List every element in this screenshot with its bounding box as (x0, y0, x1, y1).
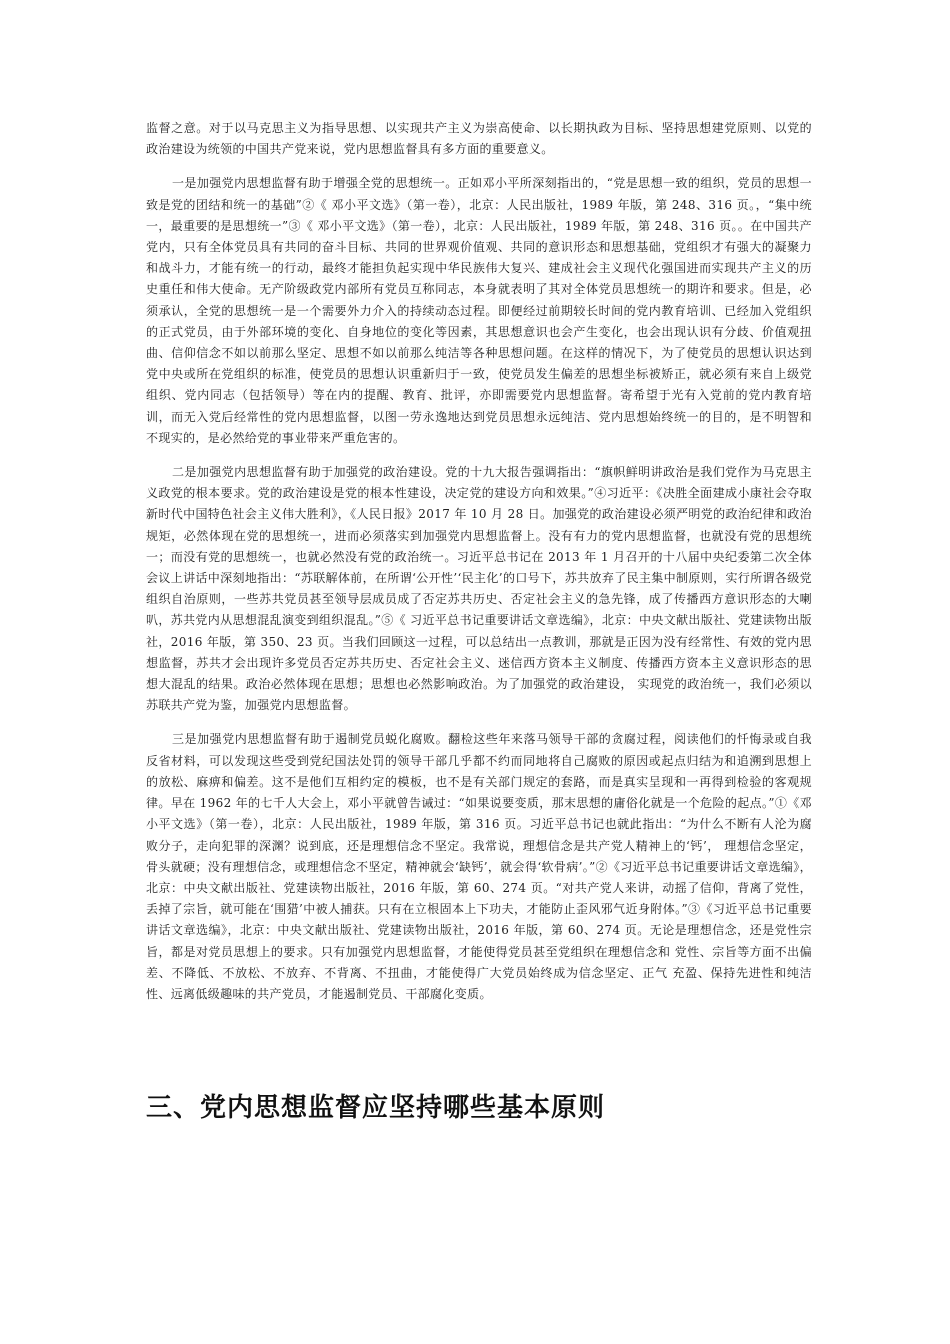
section-heading: 三、党内思想监督应坚持哪些基本原则 (146, 1093, 606, 1123)
paragraph-curb-corruption: 三是加强党内思想监督有助于遏制党员蜕化腐败。翻检这些年来落马领导干部的贪腐过程，阅读他们的忏悔录或自我反省材料，可以发现这些受到党纪国法处罚的领导干部几乎都不约而同地将自己腐败的原因或起点归结为和追溯到思想上的放松、麻痹和偏差。这不是他们互相约定的模板，也不是有关部门规定的套路，而是真实呈现和一再得到检验的客观规律。早在 1962 年的七千人大会上，邓小平就曾告诫过：“如果说要变质，那末思想的庸俗化就是一个危险的起点。”①《邓小平文选》（第一卷），北京：人民出版社，1989 年版，第 316 页。习近平总书记也就此指出：“为什么不断有人沦为腐败分子，走向犯罪的深渊？说到底，还是理想信念不坚定。我常说，理想信念是共产党人精神上的‘钙’， 理想信念坚定，骨头就硬；没有理想信念，或理想信念不坚定，精神就会‘缺钙’，就会得‘软骨病’。”②《习近平总书记重要讲话文章选编》，北京：中央文献出版社、党建读物出版社，2016 年版，第 60、274 页。“对共产党人来讲，动摇了信仰，背离了党性，丢掉了宗旨，就可能在‘围猎’中被人捕获。只有在立根固本上下功夫，才能防止歪风邪气近身附体。”③《习近平总书记重要讲话文章选编》，北京：中央文献出版社、党建读物出版社，2016 年版，第 60、274 页。无论是理想信念，还是党性宗旨，都是对党员思想上的要求。只有加强党内思想监督，才能使得党员甚至党组织在理想信念和 党性、宗旨等方面不出偏差、不降低、不放松、不放弃、不背离、不扭曲，才能使得广大党员始终成为信念坚定、正气 充盈、保持先进性和纯洁性、远离低级趣味的共产党员，才能遏制党员、干部腐化变质。 (146, 732, 812, 1001)
body-text (146, 118, 812, 1018)
paragraph-ideological-unity: 一是加强党内思想监督有助于增强全党的思想统一。正如邓小平所深刻指出的，“党是思想一致的组织，党员的思想一致是党的团结和统一的基础”②《 邓小平文选》（第一卷），北京：人民出版社，1989 年版，第 248、316 页。，“集中统一，最重要的是思想统一”③《 邓小平文选》（第一卷），北京：人民出版社，1989 年版，第 248、316 页。。在中国共产党内，只有全体党员具有共同的奋斗目标、共同的世界观价值观、共同的意识形态和思想基础，党组织才有强大的凝聚力和战斗力，才能有统一的行动，最终才能担负起实现中华民族伟大复兴、建成社会主义现代化强国进而实现共产主义的历史重任和伟大使命。无产阶级政党内部所有党员互称同志，本身就表明了其对全体党员思想统一的期许和要求。但是，必须承认，全党的思想统一是一个需要外力介入的持续动态过程。即便经过前期较长时间的党内教育培训、已经加入党组织的正式党员，由于外部环境的变化、自身地位的变化等因素，其思想意识也会产生变化，也会出现认识有分歧、价值观扭曲、信仰信念不如以前那么坚定、思想不如以前那么纯洁等各种思想问题。在这样的情况下，为了使党员的思想认识达到党中央或所在党组织的标准，使党员的思想认识重新归于一致，使党员发生偏差的思想坐标被矫正，就必须有来自上级党组织、党内同志（包括领导）等在内的提醒、教育、批评，亦即需要党内思想监督。寄希望于光有入党前的党内教育培训，而无入党后经常性的党内思想监督，以图一劳永逸地达到党员思想永远纯洁、党内思想始终统一的目的，是不明智和不现实的，是必然给党的事业带来严重危害的。 (146, 176, 812, 445)
paragraph-intro: 监督之意。对于以马克思主义为指导思想、以实现共产主义为崇高使命、以长期执政为目标、坚持思想建党原则、以党的政治建设为统领的中国共产党来说，党内思想监督具有多方面的重要意义。 (146, 121, 812, 157)
paragraph-political-construction: 二是加强党内思想监督有助于加强党的政治建设。党的十九大报告强调指出：“旗帜鲜明讲政治是我们党作为马克思主义政党的根本要求。党的政治建设是党的根本性建设，决定党的建设方向和效果。”④习近平：《决胜全面建成小康社会夺取新时代中国特色社会主义伟大胜利》，《人民日报》2017 年 10 月 28 日。加强党的政治建设必须严明党的政治纪律和政治规矩，必然体现在党的思想统一，进而必须落实到加强党内思想监督上。没有有力的党内思想监督，也就没有党的思想统一；而没有党的思想统一，也就必然没有党的政治统一。习近平总书记在 2013 年 1 月召开的十八届中央纪委第二次全体会议上讲话中深刻地指出：“苏联解体前，在所谓‘公开性’‘民主化’的口号下，苏共放弃了民主集中制原则，实行所谓各级党组织自治原则，一些苏共党员甚至领导层成员成了否定苏共历史、否定社会主义的急先锋，成了传播西方意识形态的大喇叭，苏共党内从思想混乱演变到组织混乱。”⑤《 习近平总书记重要讲话文章选编》，北京：中央文献出版社、党建读物出版社，2016 年版，第 350、23 页。当我们回顾这一过程，可以总结出一点教训，那就是正因为没有经常性、有效的党内思想监督，苏共才会出现许多党员否定苏共历史、否定社会主义、迷信西方资本主义制度、传播西方资本主义意识形态的思想大混乱的结果。政治必然体现在思想；思想也必然影响政治。为了加强党的政治建设， 实现党的政治统一，我们必须以苏联共产党为鉴，加强党内思想监督。 (146, 465, 813, 713)
